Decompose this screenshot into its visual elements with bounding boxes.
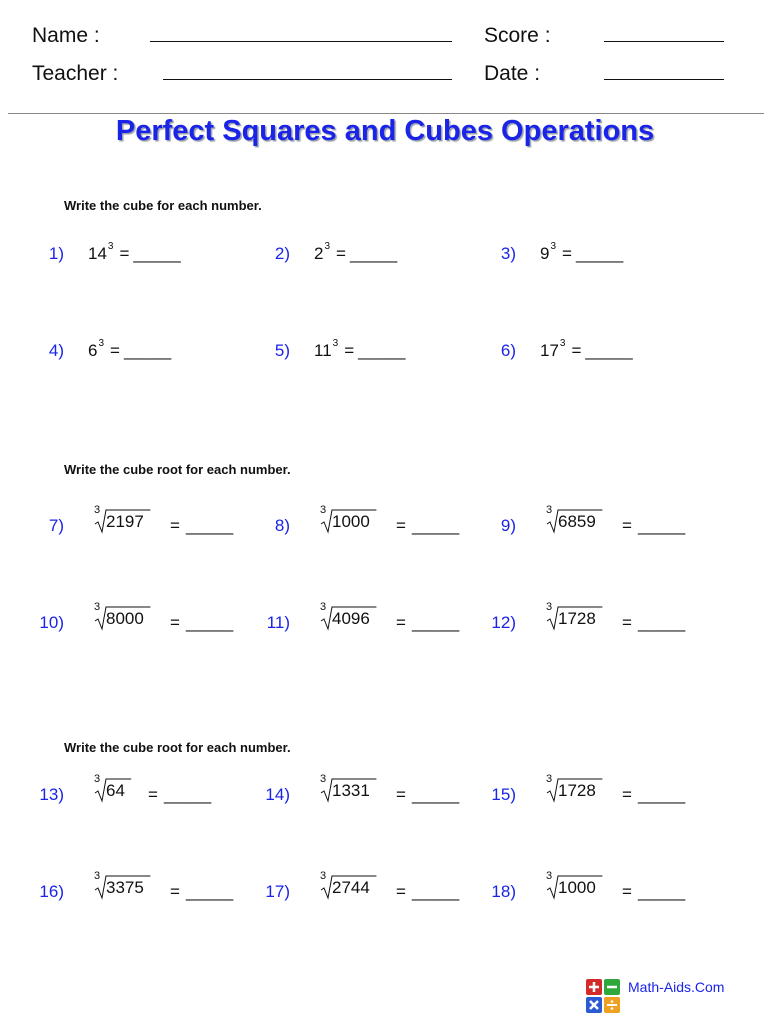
equals-sign: = (396, 516, 406, 535)
root-index: 3 (320, 870, 327, 882)
equals-sign: = (396, 785, 406, 804)
cube-expression (88, 241, 181, 264)
cube-base: 11 (314, 341, 332, 360)
equals-sign: = (622, 516, 632, 535)
cube-exponent: 3 (98, 338, 105, 349)
root-index: 3 (320, 773, 327, 785)
radicand: 3375 (106, 878, 144, 897)
problem-number: 10) (39, 613, 64, 632)
radical-sign-icon (546, 874, 604, 904)
answer-blank[interactable]: _____ (637, 882, 686, 901)
answer-blank[interactable]: _____ (637, 613, 686, 632)
radical-sign-icon (320, 605, 378, 635)
equals-sign: = (148, 785, 158, 804)
equals-sign: = (622, 785, 632, 804)
equals-sign: = (396, 613, 406, 632)
problem-number: 17) (265, 882, 290, 901)
radical-sign-icon (94, 777, 133, 807)
cube-root-answer (622, 882, 685, 902)
radical-sign-icon (94, 605, 152, 635)
section-1-instruction: Write the cube for each number. (64, 198, 262, 213)
radicand: 1728 (558, 609, 596, 628)
answer-blank[interactable]: _____ (575, 244, 624, 263)
cube-expression (314, 338, 406, 361)
answer-blank[interactable]: _____ (133, 244, 181, 263)
equals-sign: = (170, 613, 180, 632)
root-index: 3 (546, 504, 553, 516)
problem-number: 8) (274, 516, 290, 535)
radicand: 1728 (558, 781, 596, 800)
cube-root-answer (170, 613, 233, 633)
equals-sign: = (336, 244, 346, 263)
score-label: Score : (484, 24, 551, 47)
radicand: 4096 (332, 609, 370, 628)
teacher-line[interactable] (163, 79, 452, 80)
answer-blank[interactable]: _____ (637, 785, 686, 804)
answer-blank[interactable]: _____ (185, 516, 234, 535)
radicand: 64 (106, 781, 125, 800)
cube-root-answer (396, 516, 459, 536)
problem-number: 11) (266, 613, 290, 632)
equals-sign: = (344, 341, 355, 360)
radical-sign-icon (546, 777, 604, 807)
equals-sign: = (562, 244, 572, 263)
equals-sign: = (170, 882, 180, 901)
answer-blank[interactable]: _____ (123, 341, 172, 360)
cube-expression (540, 241, 624, 264)
date-label: Date : (484, 62, 541, 85)
radicand: 2744 (332, 878, 370, 897)
score-line[interactable] (604, 41, 724, 42)
name-line[interactable] (150, 41, 452, 42)
cube-root-answer (396, 882, 459, 902)
cube-base: 9 (540, 244, 550, 263)
cube-base: 17 (540, 341, 559, 360)
cube-exponent: 3 (324, 241, 331, 252)
problem-number: 5) (274, 341, 290, 360)
equals-sign: = (110, 341, 120, 360)
math-aids-logo-icon (585, 978, 621, 1014)
cube-root-answer (396, 613, 459, 633)
problem-number: 14) (265, 785, 290, 804)
answer-blank[interactable]: _____ (163, 785, 212, 804)
problem-number: 16) (39, 882, 64, 901)
answer-blank[interactable]: _____ (358, 341, 406, 360)
problem-number: 3) (500, 244, 516, 263)
cube-exponent: 3 (550, 241, 557, 252)
equals-sign: = (119, 244, 130, 263)
cube-root-answer (148, 785, 211, 805)
problem-number: 4) (48, 341, 64, 360)
root-index: 3 (320, 504, 327, 516)
problem-number: 13) (39, 785, 64, 804)
equals-sign: = (170, 516, 180, 535)
cube-expression (314, 241, 398, 264)
problem-number: 7) (48, 516, 64, 535)
root-index: 3 (94, 870, 101, 882)
cube-exponent: 3 (107, 241, 114, 252)
cube-base: 14 (88, 244, 107, 263)
cube-root-answer (396, 785, 459, 805)
cube-expression (88, 338, 172, 361)
radical-sign-icon (546, 508, 604, 538)
root-index: 3 (546, 870, 553, 882)
header-divider (8, 113, 764, 114)
radical-sign-icon (94, 508, 152, 538)
equals-sign: = (396, 882, 406, 901)
cube-root-answer (170, 882, 233, 902)
cube-root-answer (622, 613, 685, 633)
problem-number: 9) (500, 516, 516, 535)
radical-sign-icon (320, 777, 378, 807)
radicand: 8000 (106, 609, 144, 628)
answer-blank[interactable]: _____ (585, 341, 633, 360)
problem-number: 18) (491, 882, 516, 901)
equals-sign: = (622, 882, 632, 901)
answer-blank[interactable]: _____ (185, 882, 234, 901)
answer-blank[interactable]: _____ (411, 785, 460, 804)
answer-blank[interactable]: _____ (185, 613, 234, 632)
problem-number: 15) (491, 785, 516, 804)
root-index: 3 (320, 601, 327, 613)
root-index: 3 (94, 504, 101, 516)
problem-number: 2) (274, 244, 290, 263)
brand-text[interactable]: Math-Aids.Com (628, 979, 725, 995)
answer-blank[interactable]: _____ (349, 244, 398, 263)
radicand: 1000 (558, 878, 596, 897)
equals-sign: = (571, 341, 582, 360)
cube-root-answer (622, 516, 685, 536)
date-line[interactable] (604, 79, 724, 80)
root-index: 3 (546, 601, 553, 613)
radical-sign-icon (320, 874, 378, 904)
cube-root-answer (622, 785, 685, 805)
cube-base: 6 (88, 341, 98, 360)
root-index: 3 (94, 601, 101, 613)
cube-exponent: 3 (559, 338, 566, 349)
radical-sign-icon (546, 605, 604, 635)
radicand: 1331 (332, 781, 370, 800)
section-2-instruction: Write the cube root for each number. (64, 462, 291, 477)
name-label: Name : (32, 24, 100, 47)
root-index: 3 (546, 773, 553, 785)
problem-number: 12) (491, 613, 516, 632)
radical-sign-icon (320, 508, 378, 538)
problem-number: 6) (500, 341, 516, 360)
equals-sign: = (622, 613, 632, 632)
radicand: 1000 (332, 512, 370, 531)
cube-expression (540, 338, 633, 361)
answer-blank[interactable]: _____ (411, 516, 460, 535)
cube-base: 2 (314, 244, 324, 263)
cube-exponent: 3 (332, 338, 339, 349)
answer-blank[interactable]: _____ (411, 882, 460, 901)
page-title: Perfect Squares and Cubes Operations (115, 115, 655, 147)
section-3-instruction: Write the cube root for each number. (64, 740, 291, 755)
radical-sign-icon (94, 874, 152, 904)
root-index: 3 (94, 773, 101, 785)
teacher-label: Teacher : (32, 62, 119, 85)
problem-number: 1) (48, 244, 64, 263)
radicand: 6859 (558, 512, 596, 531)
cube-root-answer (170, 516, 233, 536)
answer-blank[interactable]: _____ (637, 516, 686, 535)
answer-blank[interactable]: _____ (411, 613, 460, 632)
radicand: 2197 (106, 512, 144, 531)
